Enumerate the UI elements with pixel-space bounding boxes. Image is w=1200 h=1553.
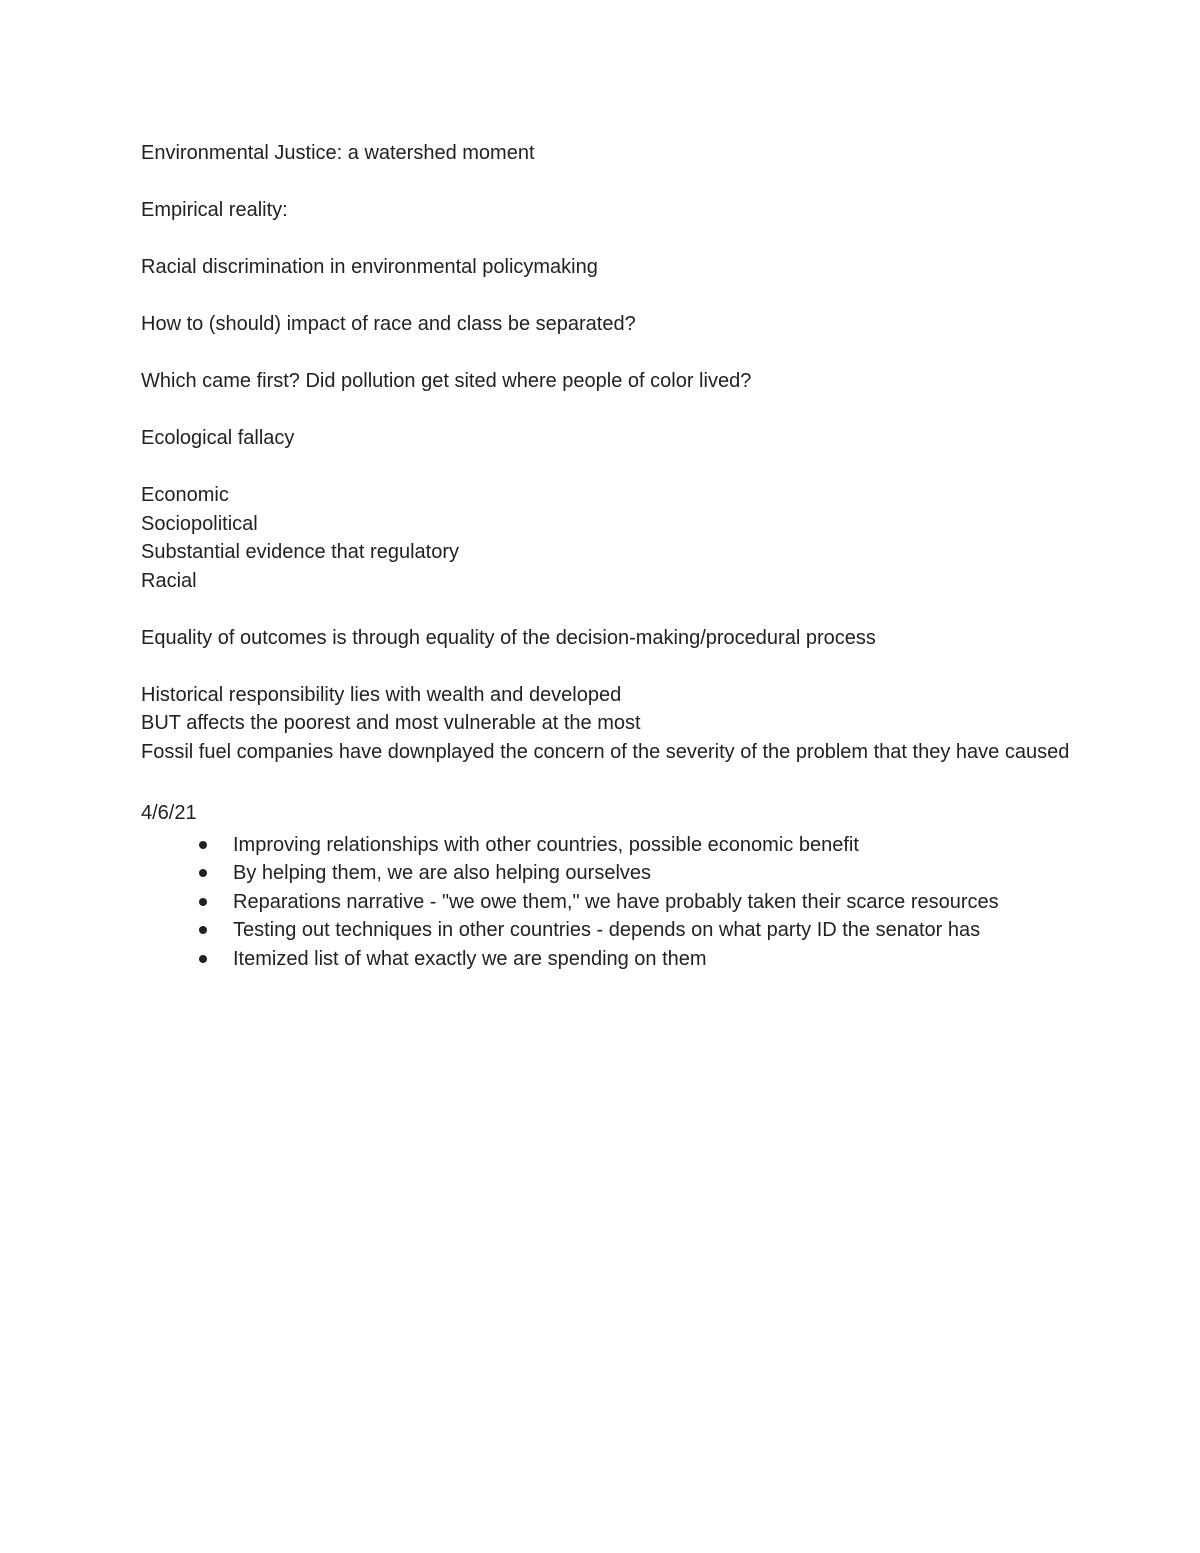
- factor-racial: Racial: [141, 569, 197, 592]
- bullet-text: By helping them, we are also helping ourselves: [233, 862, 652, 884]
- bullet-icon: [199, 869, 207, 877]
- bullet-icon: [199, 841, 207, 849]
- bullet-text: Improving relationships with other countries, possible economic benefit: [233, 833, 859, 856]
- list-item: [141, 945, 1081, 974]
- responsibility-block: [141, 681, 1081, 767]
- list-item: [141, 888, 1081, 917]
- racial-discrimination-line: Racial discrimination in environmental policymaking: [141, 256, 598, 278]
- bullet-text: Testing out techniques in other countries - depends on what party ID the senator has: [233, 919, 981, 941]
- which-came-first-question: Which came first? Did pollution get sited where people of color lived?: [141, 370, 752, 392]
- empirical-heading: Empirical reality:: [141, 199, 288, 221]
- factor-economic: Economic: [141, 484, 229, 506]
- list-item: [141, 916, 1081, 945]
- bullet-icon: [199, 955, 207, 963]
- equality-outcomes-line: Equality of outcomes is through equality of the decision-making/procedural process: [141, 626, 876, 649]
- bullet-list: [141, 831, 1081, 974]
- factors-list: [141, 481, 1081, 595]
- list-item: [141, 831, 1081, 860]
- date-line: 4/6/21: [141, 802, 197, 824]
- list-item: [141, 859, 1081, 888]
- responsibility-line: Fossil fuel companies have downplayed the concern of the severity of the problem that they have caused: [141, 740, 1070, 763]
- bullet-text: Itemized list of what exactly we are spending on them: [233, 947, 707, 970]
- race-class-question: How to (should) impact of race and class be separated?: [141, 313, 636, 335]
- responsibility-line: Historical responsibility lies with wealth and developed: [141, 683, 622, 706]
- document-title: Environmental Justice: a watershed moment: [141, 142, 535, 164]
- bullet-text: Reparations narrative - "we owe them," we have probably taken their scarce resources: [233, 890, 999, 913]
- responsibility-line: BUT affects the poorest and most vulnerable at the most: [141, 712, 641, 734]
- bullet-icon: [199, 898, 207, 906]
- factor-regulatory: Substantial evidence that regulatory: [141, 541, 459, 563]
- bullet-icon: [199, 926, 207, 934]
- ecological-fallacy-line: Ecological fallacy: [141, 427, 295, 449]
- document-page: [141, 139, 1081, 973]
- factor-sociopolitical: Sociopolitical: [141, 512, 258, 535]
